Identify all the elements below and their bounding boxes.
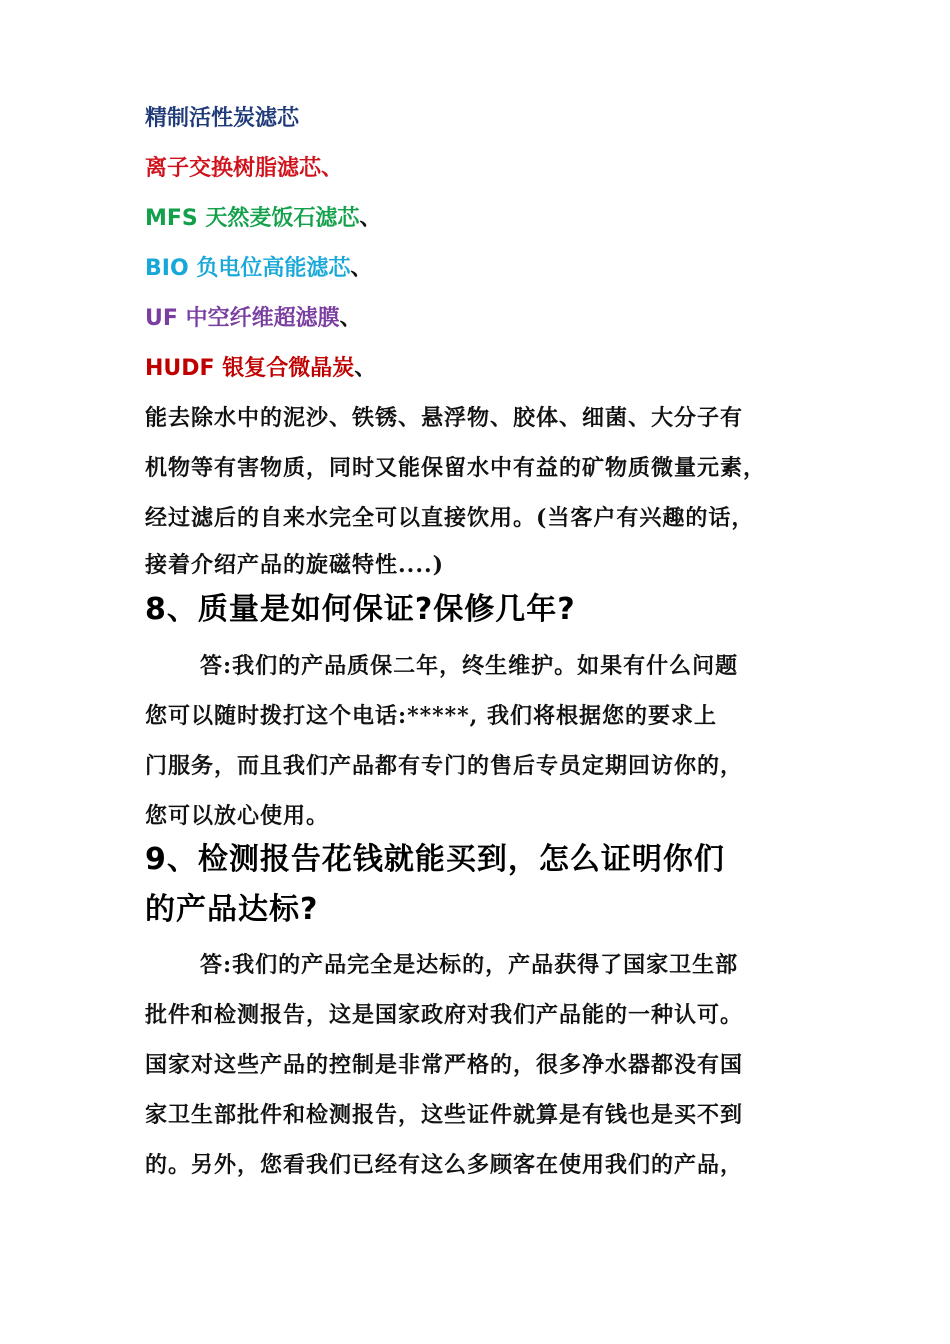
filter-item-text: 中空纤维超滤膜 [177,305,340,331]
filter-item-activated-carbon [145,103,299,133]
filter-item-text: 精制活性炭滤芯 [145,105,300,131]
answer-9-line: 家卫生部批件和检测报告，这些证件就算是有钱也是买不到 [145,1102,744,1128]
filter-item-code: UF [145,306,178,331]
filter-item-text: 天然麦饭石滤芯 [197,205,360,231]
question-8-heading: 8、质量是如何保证?保修几年? [145,592,576,627]
filter-item-separator: 、 [359,205,382,231]
filter-item-text: 负电位高能滤芯 [188,255,351,281]
answer-9-line: 批件和检测报告，这是国家政府对我们产品能的一种认可。 [145,1002,744,1028]
filter-item-bio [145,253,372,284]
paragraph-line: 能去除水中的泥沙、铁锈、悬浮物、胶体、细菌、大分子有 [145,405,744,431]
filter-item-code: BIO [145,256,189,281]
filter-item-separator: 、 [339,305,362,331]
filter-item-text: 离子交换树脂滤芯、 [145,155,344,181]
answer-8-line: 门服务，而且我们产品都有专门的售后专员定期回访你的， [145,753,744,779]
paragraph-line: 接着介绍产品的旋磁特性....) [145,552,445,578]
answer-8-line: 答:我们的产品质保二年，终生维护。如果有什么问题 [200,653,739,679]
answer-8-line: 您可以随时拨打这个电话:*****, 我们将根据您的要求上 [145,703,717,729]
answer-9-line: 的。另外，您看我们已经有这么多顾客在使用我们的产品， [145,1152,744,1178]
answer-9-line: 答:我们的产品完全是达标的，产品获得了国家卫生部 [200,952,739,978]
answer-8-line: 您可以放心使用。 [145,803,330,829]
filter-item-ion-exchange [145,153,343,183]
filter-item-uf [145,303,362,334]
filter-item-hudf [145,353,376,384]
question-9-heading: 9、检测报告花钱就能买到，怎么证明你们 [145,842,725,877]
filter-item-text: 银复合微晶炭 [214,355,355,381]
filter-item-mfs [145,203,381,234]
answer-9-line: 国家对这些产品的控制是非常严格的，很多净水器都没有国 [145,1052,744,1078]
paragraph-line: 经过滤后的自来水完全可以直接饮用。(当客户有兴趣的话， [145,505,755,531]
filter-item-separator: 、 [350,255,373,281]
filter-item-code: MFS [145,206,198,231]
filter-item-separator: 、 [354,355,377,381]
question-9-heading-cont: 的产品达标? [145,892,319,927]
paragraph-line: 机物等有害物质，同时又能保留水中有益的矿物质微量元素， [145,455,767,481]
filter-item-code: HUDF [145,356,215,381]
